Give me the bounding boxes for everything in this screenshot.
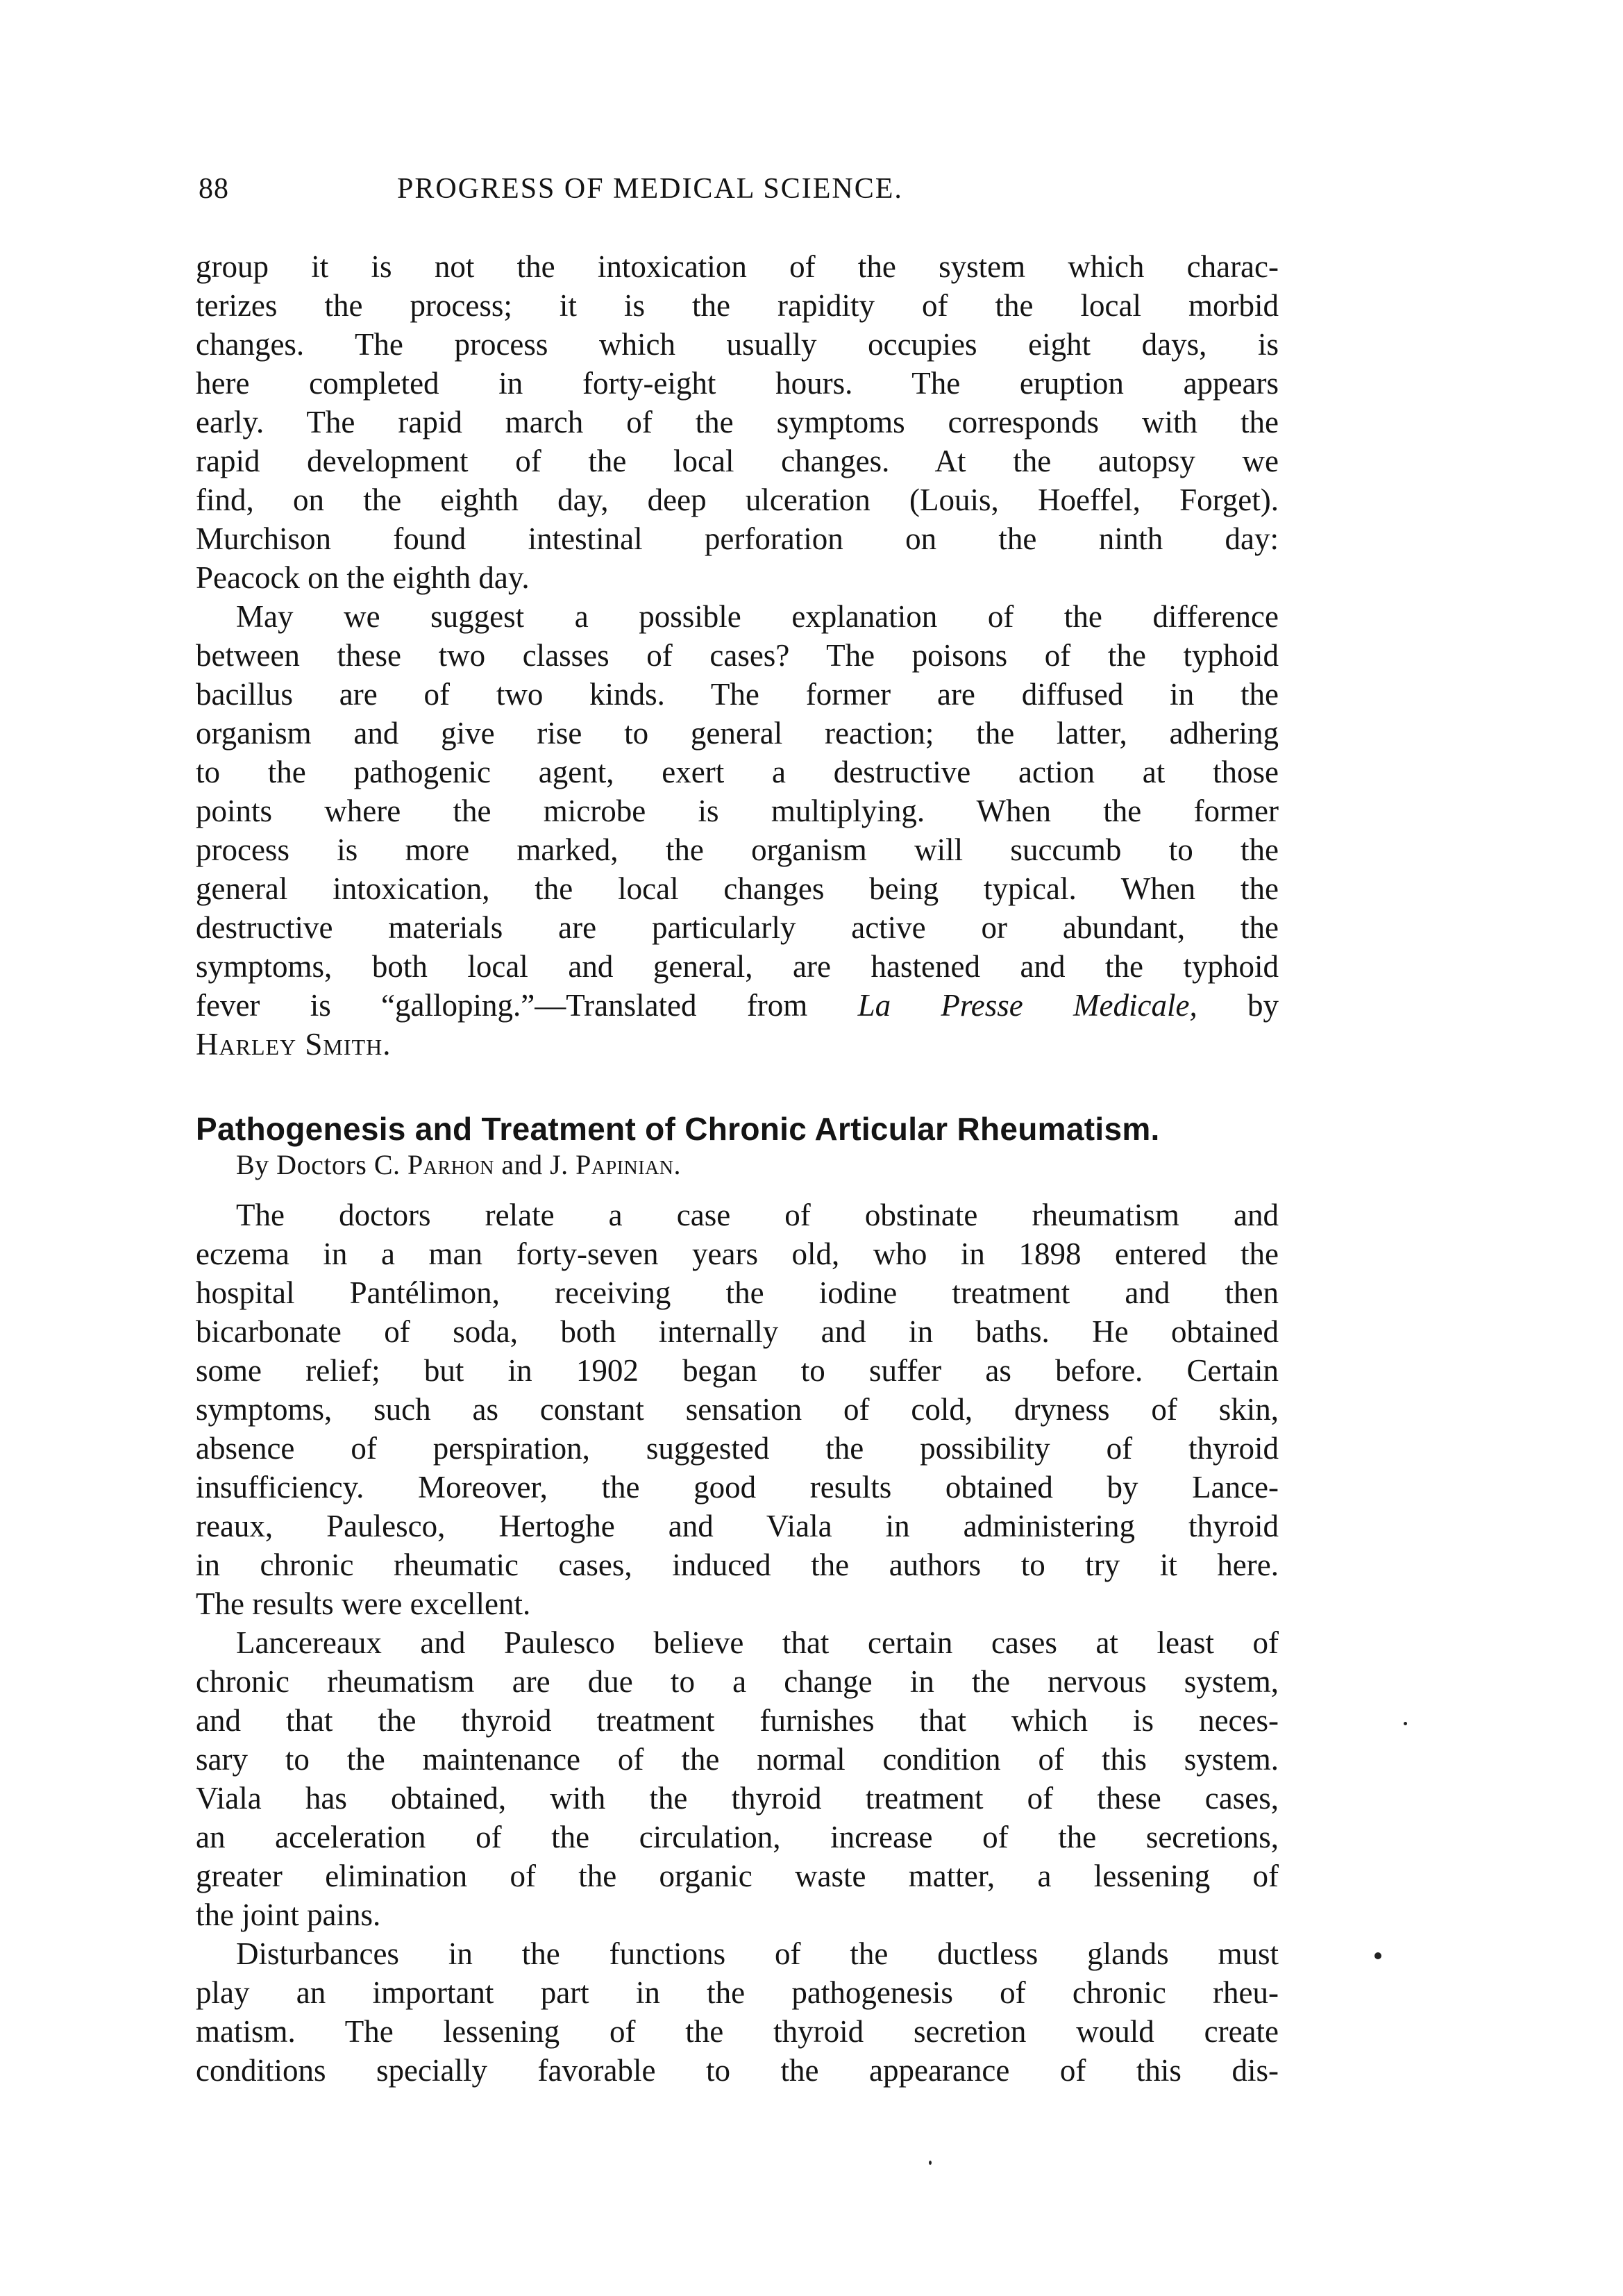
text-line: chronic rheumatism are due to a change in the nervous system, [196,1664,1279,1699]
text-line: May we suggest a possible explanation of the difference [236,599,1279,634]
byline-text: and J. [494,1149,576,1180]
text-line: Peacock on the eighth day. [196,560,530,595]
text-fragment: fever is “galloping.”—Translated from [196,988,858,1023]
article-body [196,1196,1279,2090]
text-line: Murchison found intestinal perforation on the ninth day: [196,521,1279,556]
text-line: hospital Pantélimon, receiving the iodine treatment and then [196,1275,1279,1310]
text-line: points where the microbe is multiplying. When the former [196,794,1279,828]
text-line: to the pathogenic agent, exert a destructive action at those [196,755,1279,789]
text-line: early. The rapid march of the symptoms corresponds with the [196,405,1279,439]
continued-article-text [196,247,1279,1064]
text-line: Lancereaux and Paulesco believe that certain cases at least of [236,1625,1279,1660]
text-line: The doctors relate a case of obstinate rheumatism and [236,1198,1279,1232]
text-line: organism and give rise to general reaction; the latter, adhering [196,716,1279,751]
text-line: an acceleration of the circulation, increase of the secretions, [196,1820,1279,1854]
text-line: find, on the eighth day, deep ulceration (Louis, Hoeffel, Forget). [196,483,1279,517]
text-line: group it is not the intoxication of the system which charac- [196,249,1279,284]
text-line: bacillus are of two kinds. The former are diffused in the [196,677,1279,712]
text-line: process is more marked, the organism will succumb to the [196,832,1279,867]
text-line: sary to the maintenance of the normal condition of this system. [196,1742,1279,1777]
journal-title: La Presse Medicale, [857,988,1197,1023]
text-line: bicarbonate of soda, both internally and in baths. He obtained [196,1314,1279,1349]
text-line: changes. The process which usually occupies eight days, is [196,327,1279,362]
scan-speck [1404,1722,1407,1725]
text-line: general intoxication, the local changes being typical. When the [196,871,1279,906]
text-line: and that the thyroid treatment furnishes that which is neces- [196,1703,1279,1738]
citation-line [196,986,1279,1025]
page-number: 88 [199,173,229,205]
scan-speck [929,2161,932,2165]
text-line: in chronic rheumatic cases, induced the authors to try it here. [196,1548,1279,1582]
text-line: some relief; but in 1902 began to suffer as before. Certain [196,1353,1279,1388]
text-line: greater elimination of the organic waste matter, a lessening of [196,1859,1279,1893]
text-line: conditions specially favorable to the appearance of this dis- [196,2053,1279,2088]
article-heading: Pathogenesis and Treatment of Chronic Articular Rheumatism. [196,1111,1160,1147]
text-line: reaux, Paulesco, Hertoghe and Viala in administering thyroid [196,1509,1279,1543]
text-line: play an important part in the pathogenesis of chronic rheu- [196,1975,1279,2010]
byline-text: By Doctors C. [236,1149,407,1180]
author-name: Papinian [575,1149,674,1180]
text-line: Viala has obtained, with the thyroid treatment of these cases, [196,1781,1279,1816]
book-page [196,0,1279,2296]
text-line: destructive materials are particularly active or abundant, the [196,910,1279,945]
text-line: eczema in a man forty-seven years old, who in 1898 entered the [196,1237,1279,1271]
text-line: The results were excellent. [196,1586,531,1621]
text-line: absence of perspiration, suggested the possibility of thyroid [196,1431,1279,1466]
text-fragment: by [1197,988,1279,1023]
text-line: symptoms, both local and general, are hastened and the typhoid [196,949,1279,984]
text-line: symptoms, such as constant sensation of cold, dryness of skin, [196,1392,1279,1427]
text-line: insufficiency. Moreover, the good results obtained by Lance- [196,1470,1279,1505]
running-head [196,171,1279,207]
translator-name: Harley Smith. [196,1027,392,1062]
text-line: matism. The lessening of the thyroid secretion would create [196,2014,1279,2049]
text-line: rapid development of the local changes. At the autopsy we [196,444,1279,478]
text-line: Disturbances in the functions of the ductless glands must [236,1936,1279,1971]
byline-text: . [673,1149,681,1180]
article-byline [236,1147,681,1183]
text-line: the joint pains. [196,1897,381,1932]
text-line: here completed in forty-eight hours. The eruption appears [196,366,1279,401]
author-name: Parhon [407,1149,494,1180]
text-line: between these two classes of cases? The poisons of the typhoid [196,638,1279,673]
scan-speck [1374,1952,1381,1959]
running-title: PROGRESS OF MEDICAL SCIENCE. [397,173,903,205]
text-line: terizes the process; it is the rapidity of the local morbid [196,288,1279,323]
